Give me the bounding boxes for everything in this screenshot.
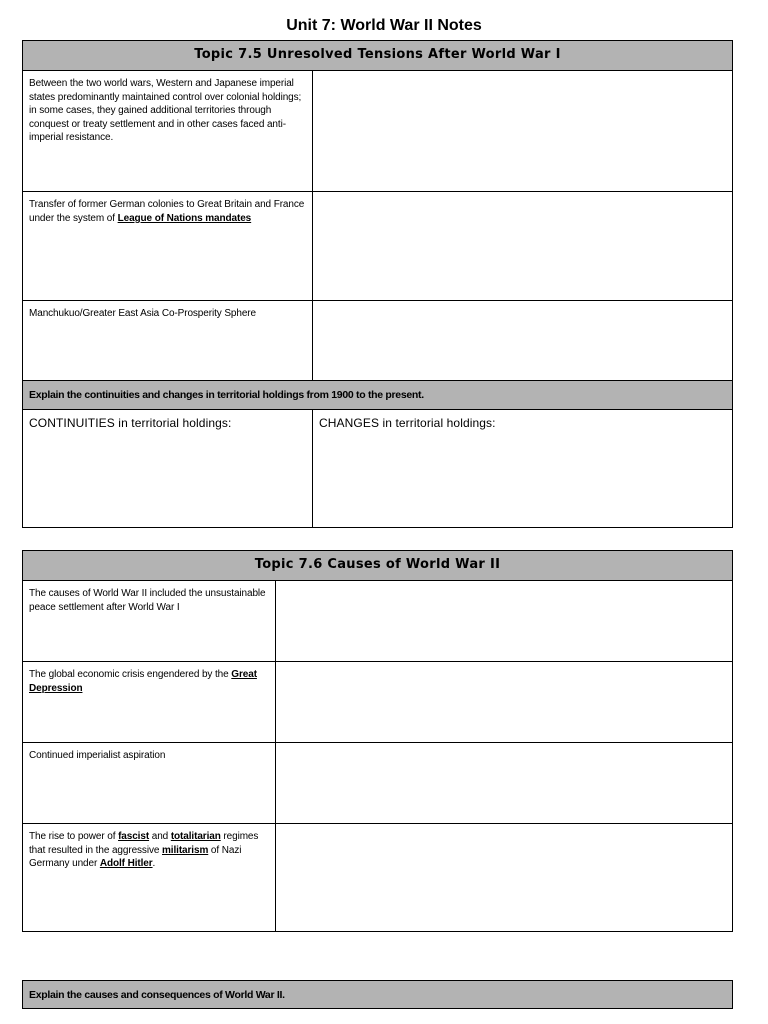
mandates-text: Transfer of former German colonies to Great Britain and France under the system of	[29, 199, 305, 224]
changes-cell[interactable]	[313, 410, 732, 527]
notes-cell[interactable]	[276, 581, 732, 661]
fascist-term: fascist	[118, 831, 150, 842]
great-depression-term: Great Depression	[29, 669, 257, 694]
topic-7-5-header	[23, 41, 732, 71]
causes-consequences-text: Explain the causes and consequences of World War II.	[29, 989, 285, 1001]
peace-settlement-text: The causes of World War II included the unsustainable peace settlement after World War I	[29, 588, 266, 613]
topic-7-6-table	[22, 550, 733, 932]
league-of-nations-term: League of Nations mandates	[117, 212, 252, 224]
continuity-change-prompt	[23, 381, 732, 410]
row-prompt-cell	[23, 301, 313, 380]
table-row	[23, 410, 732, 527]
row-prompt-cell	[23, 743, 276, 823]
row-prompt-cell	[23, 824, 276, 931]
militarism-term: militarism	[162, 844, 209, 856]
row-prompt-cell	[23, 581, 276, 661]
fascism-text-part: and	[149, 831, 171, 842]
topic-7-5-table	[22, 40, 733, 528]
manchukuo-text: Manchukuo/Greater East Asia Co-Prosperity Sphere	[29, 308, 256, 319]
row-prompt-cell	[23, 662, 276, 742]
totalitarian-term: totalitarian	[170, 831, 221, 842]
fascism-text-part: .	[152, 858, 156, 869]
topic-7-5-title: Topic 7.5 Unresolved Tensions After World War I	[194, 47, 561, 62]
table-row	[23, 662, 732, 743]
table-row	[23, 71, 732, 192]
table-row	[23, 581, 732, 662]
table-row	[23, 192, 732, 301]
notes-cell[interactable]	[313, 192, 732, 300]
table-row	[23, 743, 732, 824]
notes-cell[interactable]	[276, 662, 732, 742]
notes-cell[interactable]	[276, 824, 732, 931]
imperialist-aspiration-text: Continued imperialist aspiration	[29, 750, 166, 761]
colonial-holdings-text: Between the two world wars, Western and Japanese imperial states predominantly maintained control over colonial holdings; in some cases, they gained additional territories through conquest or treaty settlement and in other cases faced anti-imperial resistance.	[29, 78, 302, 143]
adolf-hitler-term: Adolf Hitler	[99, 858, 153, 869]
continuities-label: CONTINUITIES in territorial holdings:	[29, 416, 232, 430]
topic-7-6-title: Topic 7.6 Causes of World War II	[254, 557, 501, 572]
continuity-change-prompt-text: Explain the continuities and changes in territorial holdings from 1900 to the present.	[29, 389, 424, 401]
fascism-text-part: regimes that resulted in the aggressive	[29, 831, 259, 856]
notes-cell[interactable]	[313, 71, 732, 191]
row-prompt-cell	[23, 192, 313, 300]
table-row	[23, 824, 732, 931]
causes-consequences-prompt	[22, 980, 733, 1009]
page-title: Unit 7: World War II Notes	[286, 17, 482, 34]
fascism-text-part: The rise to power of	[29, 831, 119, 842]
notes-cell[interactable]	[276, 743, 732, 823]
notes-cell[interactable]	[313, 301, 732, 380]
row-prompt-cell	[23, 71, 313, 191]
fascism-text-part: of Nazi Germany under	[29, 844, 242, 869]
changes-label: CHANGES in territorial holdings:	[319, 416, 496, 430]
table-row	[23, 301, 732, 381]
topic-7-6-header	[23, 551, 732, 581]
continuities-cell[interactable]	[23, 410, 313, 527]
economic-crisis-text: The global economic crisis engendered by the	[29, 669, 232, 680]
